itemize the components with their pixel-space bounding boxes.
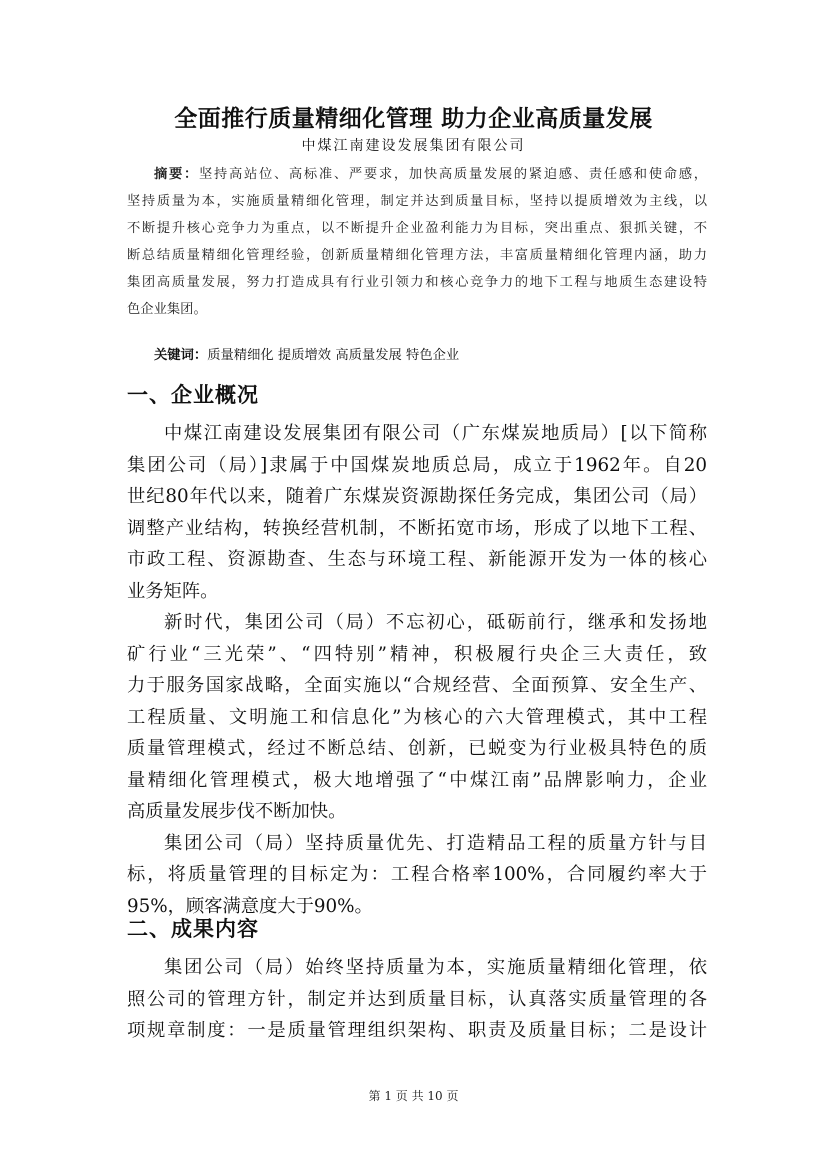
- paragraph-line: 95%，顾客满意度大于90%。: [127, 895, 373, 917]
- paragraph-line: 调整产业结构，转换经营机制，不断拓宽市场，形成了以地下工程、: [127, 517, 707, 539]
- paragraph-line: 新时代，集团公司（局）不忘初心，砥砺前行，继承和发扬地: [164, 612, 707, 633]
- paragraph-line: 标，将质量管理的目标定为：工程合格率100%，合同履约率大于: [127, 864, 707, 885]
- keywords-label: 关键词：: [154, 348, 208, 363]
- abstract: [127, 161, 707, 323]
- abstract-line: 断总结质量精细化管理经验，创新质量精细化管理方法，丰富质量精细化管理内涵，助力: [127, 248, 707, 263]
- paragraph-line: 集团公司（局）始终坚持质量为本，实施质量精细化管理，依: [164, 957, 707, 978]
- paragraph-line: 工程质量、文明施工和信息化”为核心的六大管理模式，其中工程: [127, 706, 707, 728]
- section-heading: 二、成果内容: [127, 917, 259, 941]
- page-number: 第 1 页 共 10 页: [368, 1089, 459, 1103]
- abstract-label: 摘要：: [154, 167, 199, 182]
- paragraph-line: 市政工程、资源勘查、生态与环境工程、新能源开发为一体的核心: [127, 549, 707, 570]
- paragraph-line: 量精细化管理模式，极大地增强了“中煤江南”品牌影响力，企业: [127, 769, 707, 791]
- paragraph-line: 业务矩阵。: [127, 580, 219, 602]
- document-subtitle: 中煤江南建设发展集团有限公司: [301, 138, 526, 154]
- abstract-line: 摘要：坚持高站位、高标准、严要求，加快高质量发展的紧迫感、责任感和使命感，: [154, 167, 708, 182]
- paragraph-line: 矿行业“三光荣”、“四特别”精神，积极履行央企三大责任，致: [127, 643, 707, 665]
- keywords: [154, 345, 714, 367]
- keywords-text: 质量精细化 提质增效 高质量发展 特色企业: [207, 348, 460, 363]
- section-1-body: [127, 418, 707, 922]
- section-2-body: [127, 952, 707, 1047]
- paragraph-line: 照公司的管理方针，制定并达到质量目标，认真落实质量管理的各: [127, 988, 707, 1010]
- abstract-line: 坚持质量为本，实施质量精细化管理，制定并达到质量目标，坚持以提质增效为主线，以: [127, 194, 707, 209]
- document-title: 全面推行质量精细化管理 助力企业高质量发展: [174, 106, 653, 132]
- paragraph-line: 项规章制度：一是质量管理组织架构、职责及质量目标；二是设计: [127, 1020, 707, 1041]
- paragraph-line: 集团公司（局）]隶属于中国煤炭地质总局，成立于1962年。自20: [127, 454, 707, 476]
- section-heading: 一、企业概况: [127, 383, 259, 407]
- abstract-line: 集团高质量发展，努力打造成具有行业引领力和核心竞争力的地下工程与地质生态建设特: [127, 275, 707, 290]
- paragraph-line: 世纪80年代以来，随着广东煤炭资源勘探任务完成，集团公司（局）: [127, 486, 707, 507]
- abstract-line: 不断提升核心竞争力为重点，以不断提升企业盈利能力为目标，突出重点、狠抓关键，不: [127, 221, 707, 236]
- paragraph-line: 集团公司（局）坚持质量优先、打造精品工程的质量方针与目: [164, 832, 707, 854]
- paragraph-line: 高质量发展步伐不断加快。: [127, 801, 347, 822]
- paragraph-line: 中煤江南建设发展集团有限公司（广东煤炭地质局）[以下简称: [164, 423, 707, 444]
- abstract-line: 色企业集团。: [127, 302, 207, 317]
- paragraph-line: 质量管理模式，经过不断总结、创新，已蜕变为行业极具特色的质: [127, 738, 707, 759]
- paragraph-line: 力于服务国家战略，全面实施以“合规经营、全面预算、安全生产、: [127, 675, 707, 696]
